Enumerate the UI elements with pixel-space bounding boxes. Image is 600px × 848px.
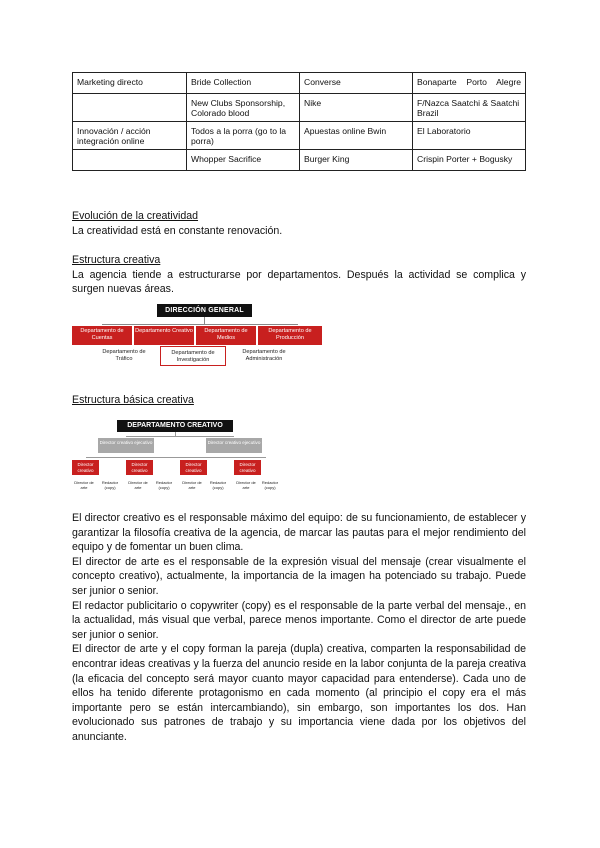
org-red-box: Departamento de Cuentas xyxy=(72,326,132,345)
table-cell: Marketing directo xyxy=(73,73,187,94)
org-connector xyxy=(102,324,298,325)
paragraph: El director de arte es el responsable de la expresión visual del mensaje (crear visualmente el concepto creativo), actualmente, la importancia de la imagen ha potenciado su trabajo. Puede ser junior o senior. xyxy=(72,555,526,597)
table-cell xyxy=(73,94,187,122)
paragraph: El director de arte y el copy forman la pareja (dupla) creativa, comparten la responsabilidad de encontrar ideas creativas y la fuerza del anuncio reside en la labor conjunta de la pareja creativa (la eficacia del concepto será mayor cuanto mayor capacidad para entenderse). Cada uno de ellos ha tenido diferente protagonismo en cada momento (al principio el copy era el más importante pero se están intercambiando), sin embargo, son importantes los dos. Han evolucionado sus patrones de trabajo y su importancia viene dada por los objetivos del anunciante. xyxy=(72,643,526,743)
section-estructura xyxy=(72,253,526,297)
org-chart-creative xyxy=(72,420,280,496)
org-connector xyxy=(86,457,266,458)
campaigns-table xyxy=(72,72,526,171)
org-staff-label: Director de arte xyxy=(74,480,94,490)
table-cell: Bonaparte Porto Alegre xyxy=(413,73,526,94)
table-cell: Whopper Sacrifice xyxy=(187,150,300,171)
org-grey-box: Departamento de Investigación xyxy=(160,346,226,366)
org-creative-director-box: Director creativo xyxy=(126,460,153,475)
org-top-box: DEPARTAMENTO CREATIVO xyxy=(117,420,233,432)
section-evolucion xyxy=(72,209,526,238)
paragraph: El director creativo es el responsable máximo del equipo: de su funcionamiento, de establecer y garantizar la filosofía creativa de la agencia, de marcar las pautas para el mejor rendimiento del equipo y de fomentar un buen clima. xyxy=(72,512,526,554)
org-chart-agency xyxy=(72,304,330,366)
section-heading: Estructura básica creativa xyxy=(72,394,194,406)
org-staff-label: Redactor (copy) xyxy=(209,480,227,490)
org-executive-box: Director creativo ejecutivo xyxy=(98,438,154,453)
table-cell: Converse xyxy=(300,73,413,94)
org-staff-label: Redactor (copy) xyxy=(155,480,173,490)
org-red-box: Departamento Creativo xyxy=(134,326,194,345)
table-cell: Nike xyxy=(300,94,413,122)
org-creative-director-box: Director creativo xyxy=(180,460,207,475)
table-cell: Innovación / acción integración online xyxy=(73,122,187,150)
table-row xyxy=(73,94,526,122)
table-cell: El Laboratorio xyxy=(413,122,526,150)
table-cell: Crispin Porter + Bogusky xyxy=(413,150,526,171)
section-basica xyxy=(72,393,526,408)
org-red-box: Departamento de Medios xyxy=(196,326,256,345)
table-row xyxy=(73,122,526,150)
table-row xyxy=(73,73,526,94)
org-connector xyxy=(126,436,234,437)
org-creative-director-box: Director creativo xyxy=(234,460,261,475)
table-row xyxy=(73,150,526,171)
table-cell: F/Nazca Saatchi & Saatchi Brazil xyxy=(413,94,526,122)
table-cell: Burger King xyxy=(300,150,413,171)
paragraph: El redactor publicitario o copywriter (copy) es el responsable de la parte verbal del mensaje., en la actualidad, más visual que verbal, parece menos importante. Como el director de arte puede ser junior o senior. xyxy=(72,599,526,641)
section-heading: Estructura creativa xyxy=(72,254,161,266)
org-staff-label: Redactor (copy) xyxy=(101,480,119,490)
org-grey-box: Departamento de Administración xyxy=(232,346,296,366)
table-cell: Apuestas online Bwin xyxy=(300,122,413,150)
section-heading: Evolución de la creatividad xyxy=(72,210,199,222)
section-text: La agencia tiende a estructurarse por departamentos. Después la actividad se complica y surgen nuevas áreas. xyxy=(72,268,526,296)
org-executive-box: Director creativo ejecutivo xyxy=(206,438,262,453)
org-top-box: DIRECCIÓN GENERAL xyxy=(157,304,252,317)
org-red-box: Departamento de Producción xyxy=(258,326,322,345)
org-staff-label: Director de arte xyxy=(236,480,256,490)
table-cell: Bride Collection xyxy=(187,73,300,94)
table-cell: New Clubs Sponsorship, Colorado blood xyxy=(187,94,300,122)
table-cell xyxy=(73,150,187,171)
org-grey-box: Departamento de Tráfico xyxy=(94,346,154,366)
org-creative-director-box: Director creativo xyxy=(72,460,99,475)
section-text: La creatividad está en constante renovación. xyxy=(72,224,283,237)
table-cell: Todos a la porra (go to la porra) xyxy=(187,122,300,150)
body-text xyxy=(72,511,526,745)
org-staff-label: Director de arte xyxy=(128,480,148,490)
org-staff-label: Director de arte xyxy=(182,480,202,490)
org-staff-label: Redactor (copy) xyxy=(261,480,279,490)
